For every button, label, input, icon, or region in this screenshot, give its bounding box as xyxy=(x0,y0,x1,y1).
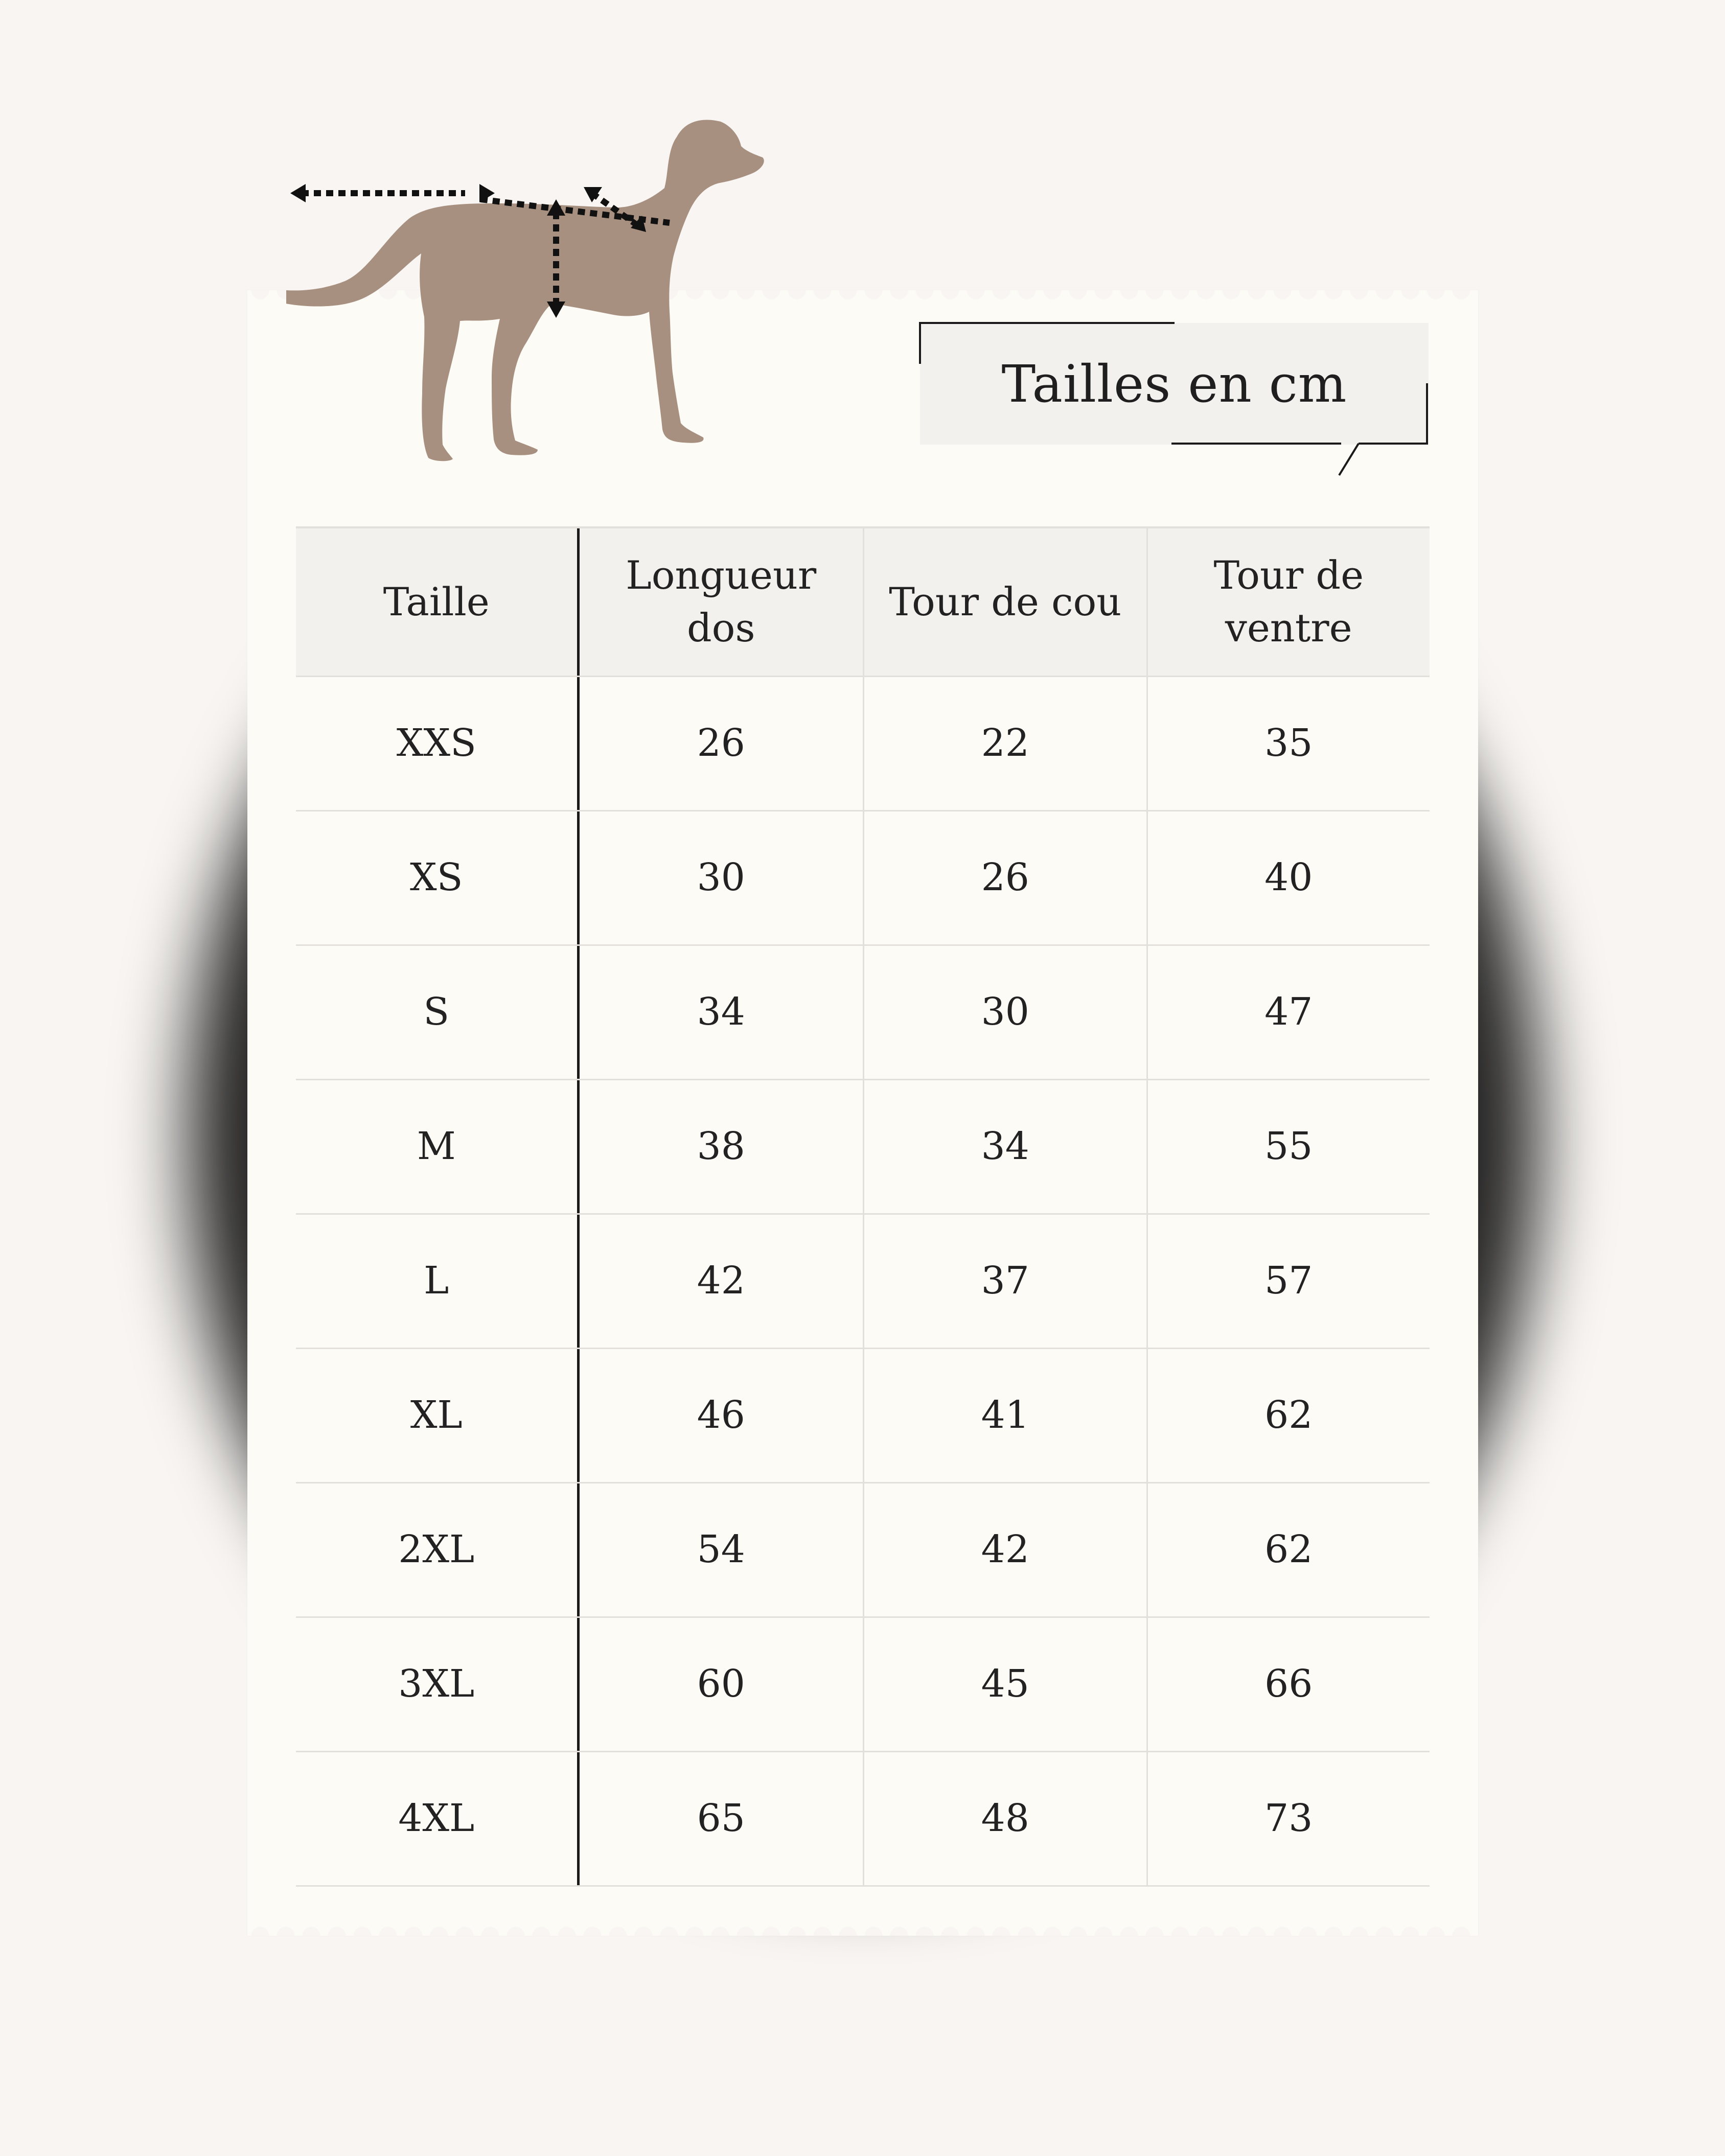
belly-cell: 73 xyxy=(1146,1752,1430,1885)
size-table xyxy=(296,526,1430,1887)
belly-cell: 62 xyxy=(1146,1349,1430,1482)
neck-cell: 34 xyxy=(863,1080,1146,1213)
back-length-cell: 42 xyxy=(697,1259,745,1303)
header-tour-de-ventre-label: Tour de ventre xyxy=(1213,552,1364,651)
size-cell: 2XL xyxy=(296,1483,580,1616)
size-cell: XL xyxy=(296,1349,580,1482)
belly-cell: 35 xyxy=(1146,677,1430,810)
neck-cell: 41 xyxy=(863,1349,1146,1482)
back-length-cell: 34 xyxy=(697,990,745,1034)
size-cell: 3XL xyxy=(296,1618,580,1751)
neck-cell: 45 xyxy=(863,1618,1146,1751)
neck-cell: 22 xyxy=(863,677,1146,810)
card-scalloped-bottom-edge xyxy=(247,1925,1478,1936)
arrow-head-left xyxy=(290,184,306,202)
arrow-head-down xyxy=(547,302,565,318)
back-length-cell: 60 xyxy=(697,1662,745,1706)
size-cell: L xyxy=(296,1215,580,1348)
table-row xyxy=(296,1080,1430,1215)
back-length-cell: 26 xyxy=(697,721,745,766)
table-row xyxy=(296,1752,1430,1887)
back-length-cell: 30 xyxy=(697,855,745,900)
table-row xyxy=(296,812,1430,946)
dog-body xyxy=(286,120,764,461)
neck-cell: 26 xyxy=(863,812,1146,944)
table-row xyxy=(296,677,1430,812)
belly-cell: 47 xyxy=(1146,946,1430,1079)
belly-cell: 57 xyxy=(1146,1215,1430,1348)
neck-cell: 42 xyxy=(863,1483,1146,1616)
back-length-cell: 65 xyxy=(697,1796,745,1841)
table-row xyxy=(296,1483,1430,1618)
back-length-cell: 38 xyxy=(697,1124,745,1169)
table-row xyxy=(296,1618,1430,1752)
header-tour-de-ventre xyxy=(1146,528,1430,676)
size-cell: XXS xyxy=(296,677,580,810)
table-row xyxy=(296,1349,1430,1483)
size-cell: 4XL xyxy=(296,1752,580,1885)
chart-title: Tailles en cm xyxy=(1001,354,1347,414)
table-header-row xyxy=(296,526,1430,677)
neck-cell: 30 xyxy=(863,946,1146,1079)
header-taille: Taille xyxy=(296,528,580,676)
table-row xyxy=(296,1215,1430,1349)
header-longueur-dos: Longueur dos xyxy=(626,552,817,651)
belly-cell: 40 xyxy=(1146,812,1430,944)
belly-cell: 66 xyxy=(1146,1618,1430,1751)
dog-silhouette-icon xyxy=(286,102,767,470)
size-cell: XS xyxy=(296,812,580,944)
neck-cell: 48 xyxy=(863,1752,1146,1885)
back-length-cell: 46 xyxy=(697,1393,745,1438)
table-row xyxy=(296,946,1430,1080)
size-cell: M xyxy=(296,1080,580,1213)
belly-cell: 62 xyxy=(1146,1483,1430,1616)
size-cell: S xyxy=(296,946,580,1079)
neck-cell: 37 xyxy=(863,1215,1146,1348)
belly-cell: 55 xyxy=(1146,1080,1430,1213)
header-tour-de-cou: Tour de cou xyxy=(863,528,1146,676)
back-length-cell: 54 xyxy=(697,1527,745,1572)
